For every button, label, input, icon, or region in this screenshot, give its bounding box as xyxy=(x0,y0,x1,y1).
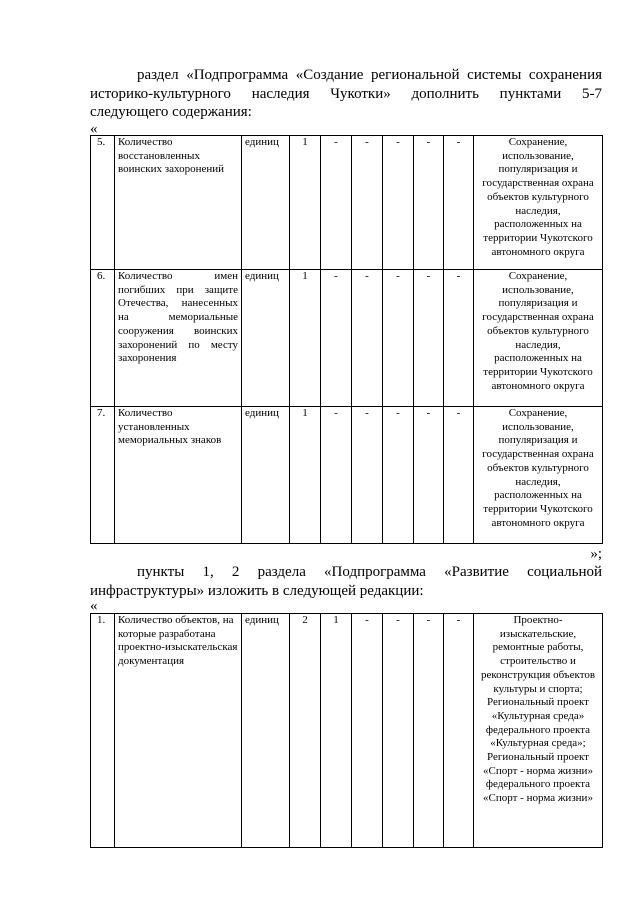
table-row xyxy=(91,270,603,407)
intro-paragraph-2 xyxy=(90,563,602,600)
value-cell: 1 xyxy=(290,407,321,544)
unit-cell: единиц xyxy=(242,407,290,544)
value-cell: - xyxy=(414,407,444,544)
value-cell: - xyxy=(352,136,383,270)
paragraph-line: пункты 1, 2 раздела «Подпрограмма «Развитие социальной xyxy=(137,564,602,580)
value-cell: 1 xyxy=(290,270,321,407)
indicator-name: Количество восстановленных воинских захоронений xyxy=(115,136,242,270)
indicators-table-1 xyxy=(90,135,603,544)
result-cell: Сохранение, использование, популяризация и государственная охрана объектов культурного наследия, расположенных на территории Чукотского автономного округа xyxy=(474,270,603,407)
result-cell: Проектно-изыскательские, ремонтные работы, строительство и реконструкция объектов культуры и спорта; Региональный проект «Культурная среда» федерального проекта «Культурная среда»; Региональный проект «Спорт - норма жизни» федерального проекта «Спорт - норма жизни» xyxy=(474,614,603,848)
value-cell: - xyxy=(383,136,414,270)
value-cell: - xyxy=(383,407,414,544)
unit-cell: единиц xyxy=(242,270,290,407)
row-number: 7. xyxy=(91,407,115,544)
paragraph-line: историко-культурного наследия Чукотки» дополнить пунктами 5-7 xyxy=(90,85,602,102)
indicator-name: Количество имен погибших при защите Отечества, нанесенных на мемориальные сооружения воинских захоронений по месту захоронения xyxy=(115,270,242,407)
unit-cell: единиц xyxy=(242,136,290,270)
paragraph-line: инфраструктуры» изложить в следующей редакции: xyxy=(90,582,424,599)
value-cell: - xyxy=(321,136,352,270)
indicators-table-2 xyxy=(90,613,603,848)
table-row xyxy=(91,614,603,848)
indicator-name: Количество объектов, на которые разработана проектно-изыскательская документация xyxy=(115,614,242,848)
value-cell: - xyxy=(414,136,444,270)
value-cell: - xyxy=(321,270,352,407)
value-cell: - xyxy=(352,270,383,407)
value-cell: 1 xyxy=(290,136,321,270)
value-cell: - xyxy=(352,407,383,544)
row-number: 1. xyxy=(91,614,115,848)
close-quote: »; xyxy=(590,546,602,562)
value-cell: - xyxy=(383,270,414,407)
indicator-name: Количество установленных мемориальных знаков xyxy=(115,407,242,544)
value-cell: - xyxy=(414,614,444,848)
value-cell: - xyxy=(352,614,383,848)
value-cell: - xyxy=(444,270,474,407)
value-cell: - xyxy=(444,614,474,848)
open-quote: « xyxy=(90,121,98,137)
result-cell: Сохранение, использование, популяризация и государственная охрана объектов культурного наследия, расположенных на территории Чукотского автономного округа xyxy=(474,136,603,270)
value-cell: - xyxy=(444,136,474,270)
paragraph-line: следующего содержания: xyxy=(90,104,252,120)
unit-cell: единиц xyxy=(242,614,290,848)
paragraph-line: раздел «Подпрограмма «Создание региональной системы сохранения xyxy=(137,67,602,83)
value-cell: - xyxy=(383,614,414,848)
value-cell: - xyxy=(414,270,444,407)
value-cell: 1 xyxy=(321,614,352,848)
table-row xyxy=(91,407,603,544)
row-number: 5. xyxy=(91,136,115,270)
table-row xyxy=(91,136,603,270)
result-cell: Сохранение, использование, популяризация и государственная охрана объектов культурного наследия, расположенных на территории Чукотского автономного округа xyxy=(474,407,603,544)
value-cell: 2 xyxy=(290,614,321,848)
row-number: 6. xyxy=(91,270,115,407)
value-cell: - xyxy=(444,407,474,544)
open-quote: « xyxy=(90,598,98,614)
value-cell: - xyxy=(321,407,352,544)
intro-paragraph-1 xyxy=(90,66,602,122)
